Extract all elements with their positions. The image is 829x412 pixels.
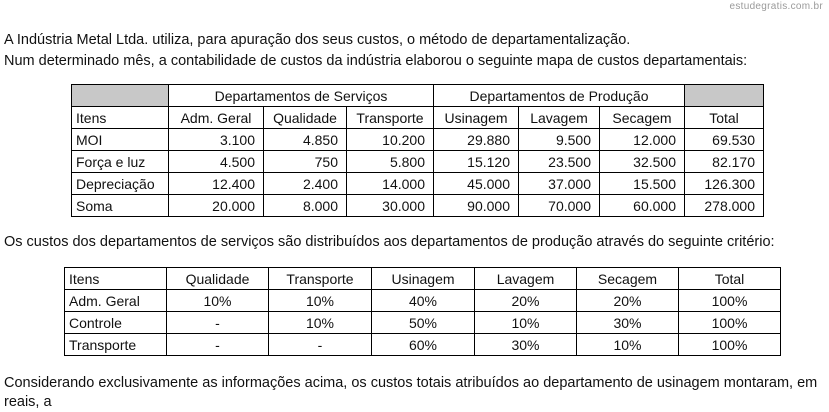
table-cell: 15.120 — [434, 151, 519, 173]
table-cell: 40% — [372, 290, 475, 312]
table-cell: 20% — [475, 290, 577, 312]
table-cell: 32.500 — [600, 151, 685, 173]
header-cell: Qualidade — [167, 268, 269, 290]
table-cell: 60.000 — [600, 195, 685, 217]
table-cell: 69.530 — [685, 129, 764, 151]
table-corner-cell — [72, 85, 169, 107]
table-cell: 12.400 — [169, 173, 264, 195]
row-label: Força e luz — [72, 151, 169, 173]
table-cell: 15.500 — [600, 173, 685, 195]
table-cell: 4.500 — [169, 151, 264, 173]
table-cell: 10% — [475, 312, 577, 334]
table-cell: 60% — [372, 334, 475, 356]
table-cell: 100% — [679, 312, 781, 334]
departmental-cost-table — [71, 84, 764, 217]
table-cell: 10.200 — [347, 129, 434, 151]
table-cell: 278.000 — [685, 195, 764, 217]
header-cell: Lavagem — [475, 268, 577, 290]
row-label: MOI — [72, 129, 169, 151]
header-cell: Lavagem — [519, 107, 600, 129]
table-cell: 20% — [577, 290, 679, 312]
table-cell: 4.850 — [264, 129, 347, 151]
intro-line-2: Num determinado mês, a contabilidade de custos da indústria elaborou o seguinte mapa de custos departamentais: — [4, 53, 748, 69]
header-cell: Usinagem — [372, 268, 475, 290]
table-cell: 29.880 — [434, 129, 519, 151]
table-cell: 10% — [577, 334, 679, 356]
table-cell: 10% — [269, 312, 372, 334]
table-row — [72, 173, 764, 195]
table-row — [72, 129, 764, 151]
table-cell: 37.000 — [519, 173, 600, 195]
table-header-row — [72, 107, 764, 129]
distribution-criteria-table — [64, 267, 781, 356]
table-cell: 750 — [264, 151, 347, 173]
header-cell: Usinagem — [434, 107, 519, 129]
table-cell: 8.000 — [264, 195, 347, 217]
row-label: Adm. Geral — [65, 290, 167, 312]
table-cell: 30% — [475, 334, 577, 356]
table-cell: 10% — [167, 290, 269, 312]
table-cell: 12.000 — [600, 129, 685, 151]
table-cell: 30% — [577, 312, 679, 334]
header-cell: Secagem — [577, 268, 679, 290]
table-cell: 3.100 — [169, 129, 264, 151]
table-cell: 50% — [372, 312, 475, 334]
intro-line-1: A Indústria Metal Ltda. utiliza, para apuração dos seus custos, o método de departamentalização. — [4, 32, 631, 48]
header-cell: Itens — [65, 268, 167, 290]
group-services: Departamentos de Serviços — [169, 85, 434, 107]
table-cell: 100% — [679, 290, 781, 312]
row-label: Controle — [65, 312, 167, 334]
header-cell: Total — [679, 268, 781, 290]
table-cell: 9.500 — [519, 129, 600, 151]
header-cell: Adm. Geral — [169, 107, 264, 129]
table-cell: 2.400 — [264, 173, 347, 195]
table-row — [65, 290, 781, 312]
table-cell: 126.300 — [685, 173, 764, 195]
header-cell: Transporte — [347, 107, 434, 129]
group-production: Departamentos de Produção — [434, 85, 685, 107]
table-header-row — [65, 268, 781, 290]
table-row — [65, 312, 781, 334]
header-cell: Secagem — [600, 107, 685, 129]
table-row — [65, 334, 781, 356]
distribution-criteria-text: Os custos dos departamentos de serviços são distribuídos aos departamentos de produção através do seguinte critério: — [4, 234, 775, 250]
table-cell: 90.000 — [434, 195, 519, 217]
table-cell: - — [269, 334, 372, 356]
question-text: Considerando exclusivamente as informações acima, os custos totais atribuídos ao departamento de usinagem montaram, em reais, a — [4, 375, 818, 410]
table-cell: 100% — [679, 334, 781, 356]
table-cell: 23.500 — [519, 151, 600, 173]
table-cell: 5.800 — [347, 151, 434, 173]
table-cell: 70.000 — [519, 195, 600, 217]
table-cell: 30.000 — [347, 195, 434, 217]
table-cell: 20.000 — [169, 195, 264, 217]
row-label: Depreciação — [72, 173, 169, 195]
row-label: Soma — [72, 195, 169, 217]
header-cell: Qualidade — [264, 107, 347, 129]
row-label: Transporte — [65, 334, 167, 356]
header-cell: Transporte — [269, 268, 372, 290]
table-cell: - — [167, 334, 269, 356]
table-cell: 10% — [269, 290, 372, 312]
table-cell: 45.000 — [434, 173, 519, 195]
table-cell: - — [167, 312, 269, 334]
table-group-header-row — [72, 85, 764, 107]
table-corner-cell — [685, 85, 764, 107]
table-cell: 14.000 — [347, 173, 434, 195]
header-cell: Itens — [72, 107, 169, 129]
table-row — [72, 195, 764, 217]
watermark: estudegratis.com.br — [729, 1, 823, 12]
table-row — [72, 151, 764, 173]
table-cell: 82.170 — [685, 151, 764, 173]
header-cell: Total — [685, 107, 764, 129]
